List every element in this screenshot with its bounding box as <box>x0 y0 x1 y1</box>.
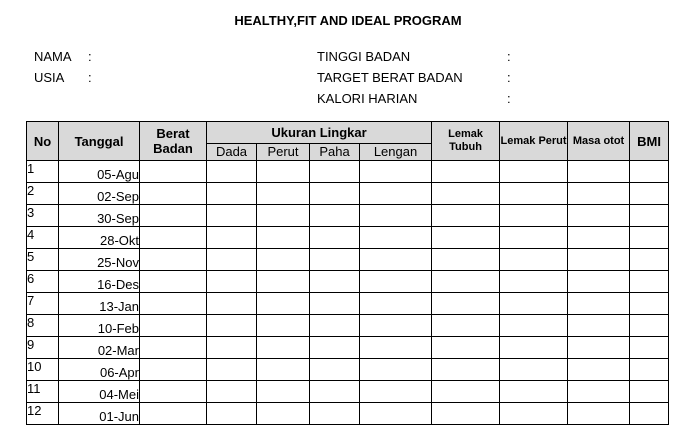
cell-paha <box>310 403 360 425</box>
cell-tanggal: 04-Mei <box>59 381 140 403</box>
cell-masa-otot <box>568 381 630 403</box>
cell-masa-otot <box>568 337 630 359</box>
cell-perut <box>257 381 310 403</box>
cell-lemak-tubuh <box>432 271 500 293</box>
label-nama: NAMA <box>34 49 72 64</box>
cell-tanggal: 01-Jun <box>59 403 140 425</box>
cell-masa-otot <box>568 293 630 315</box>
cell-masa-otot <box>568 403 630 425</box>
cell-lemak-tubuh <box>432 337 500 359</box>
cell-lemak-perut <box>500 403 568 425</box>
cell-no: 9 <box>27 337 59 359</box>
cell-lemak-tubuh <box>432 315 500 337</box>
header-perut: Perut <box>257 144 310 161</box>
table-row <box>27 249 669 271</box>
cell-tanggal: 10-Feb <box>59 315 140 337</box>
cell-perut <box>257 227 310 249</box>
header-tanggal: Tanggal <box>59 122 140 161</box>
colon-tinggi-badan: : <box>507 49 511 64</box>
cell-paha <box>310 249 360 271</box>
cell-dada <box>207 183 257 205</box>
cell-lemak-perut <box>500 381 568 403</box>
cell-tanggal: 05-Agu <box>59 161 140 183</box>
cell-lengan <box>360 315 432 337</box>
cell-dada <box>207 315 257 337</box>
header-dada: Dada <box>207 144 257 161</box>
header-lengan: Lengan <box>360 144 432 161</box>
cell-lemak-perut <box>500 249 568 271</box>
cell-lemak-tubuh <box>432 359 500 381</box>
cell-lemak-tubuh <box>432 381 500 403</box>
cell-no: 3 <box>27 205 59 227</box>
header-no: No <box>27 122 59 161</box>
cell-berat-badan <box>140 183 207 205</box>
cell-no: 2 <box>27 183 59 205</box>
cell-lemak-perut <box>500 205 568 227</box>
header-masa-otot: Masa otot <box>568 122 630 161</box>
cell-masa-otot <box>568 271 630 293</box>
cell-lengan <box>360 271 432 293</box>
cell-perut <box>257 315 310 337</box>
cell-lemak-perut <box>500 271 568 293</box>
cell-berat-badan <box>140 315 207 337</box>
cell-berat-badan <box>140 161 207 183</box>
cell-dada <box>207 271 257 293</box>
cell-dada <box>207 337 257 359</box>
cell-tanggal: 02-Sep <box>59 183 140 205</box>
cell-bmi <box>630 183 669 205</box>
cell-paha <box>310 271 360 293</box>
colon-kalori-harian: : <box>507 91 511 106</box>
table-row <box>27 227 669 249</box>
cell-lengan <box>360 293 432 315</box>
cell-no: 4 <box>27 227 59 249</box>
cell-no: 10 <box>27 359 59 381</box>
cell-lengan <box>360 161 432 183</box>
cell-lemak-perut <box>500 315 568 337</box>
cell-lengan <box>360 205 432 227</box>
table-row <box>27 183 669 205</box>
cell-bmi <box>630 271 669 293</box>
cell-lemak-tubuh <box>432 293 500 315</box>
progress-table <box>26 121 669 425</box>
header-lemak-tubuh: Lemak Tubuh <box>432 122 500 161</box>
cell-no: 12 <box>27 403 59 425</box>
cell-bmi <box>630 403 669 425</box>
cell-lemak-perut <box>500 227 568 249</box>
colon-usia: : <box>88 70 92 85</box>
cell-lemak-perut <box>500 183 568 205</box>
cell-berat-badan <box>140 403 207 425</box>
cell-masa-otot <box>568 315 630 337</box>
page-title: HEALTHY,FIT AND IDEAL PROGRAM <box>234 13 462 28</box>
cell-lemak-perut <box>500 161 568 183</box>
cell-paha <box>310 161 360 183</box>
cell-no: 5 <box>27 249 59 271</box>
cell-tanggal: 30-Sep <box>59 205 140 227</box>
cell-lemak-tubuh <box>432 249 500 271</box>
cell-lengan <box>360 227 432 249</box>
cell-perut <box>257 403 310 425</box>
table-row <box>27 315 669 337</box>
cell-no: 6 <box>27 271 59 293</box>
cell-masa-otot <box>568 183 630 205</box>
cell-berat-badan <box>140 271 207 293</box>
header-berat-badan: Berat Badan <box>140 122 207 161</box>
cell-dada <box>207 403 257 425</box>
cell-paha <box>310 315 360 337</box>
cell-masa-otot <box>568 249 630 271</box>
cell-no: 8 <box>27 315 59 337</box>
cell-berat-badan <box>140 381 207 403</box>
table-row <box>27 359 669 381</box>
table-row <box>27 271 669 293</box>
cell-dada <box>207 227 257 249</box>
cell-bmi <box>630 337 669 359</box>
table-row <box>27 293 669 315</box>
table-row <box>27 161 669 183</box>
header-ukuran-lingkar: Ukuran Lingkar <box>207 122 432 144</box>
cell-bmi <box>630 315 669 337</box>
cell-lengan <box>360 183 432 205</box>
label-kalori-harian: KALORI HARIAN <box>317 91 418 106</box>
cell-bmi <box>630 161 669 183</box>
cell-berat-badan <box>140 249 207 271</box>
header-paha: Paha <box>310 144 360 161</box>
cell-no: 7 <box>27 293 59 315</box>
cell-perut <box>257 161 310 183</box>
cell-perut <box>257 271 310 293</box>
cell-perut <box>257 249 310 271</box>
header-lemak-perut: Lemak Perut <box>500 122 568 161</box>
cell-lengan <box>360 381 432 403</box>
header-bmi: BMI <box>630 122 669 161</box>
cell-lemak-tubuh <box>432 403 500 425</box>
cell-tanggal: 28-Okt <box>59 227 140 249</box>
cell-paha <box>310 381 360 403</box>
cell-masa-otot <box>568 205 630 227</box>
cell-lemak-tubuh <box>432 205 500 227</box>
cell-dada <box>207 359 257 381</box>
cell-masa-otot <box>568 227 630 249</box>
table-row <box>27 381 669 403</box>
cell-paha <box>310 183 360 205</box>
cell-bmi <box>630 249 669 271</box>
cell-bmi <box>630 359 669 381</box>
cell-bmi <box>630 227 669 249</box>
cell-lemak-tubuh <box>432 227 500 249</box>
cell-lemak-perut <box>500 337 568 359</box>
cell-tanggal: 25-Nov <box>59 249 140 271</box>
table-row <box>27 205 669 227</box>
cell-tanggal: 06-Apr <box>59 359 140 381</box>
cell-berat-badan <box>140 337 207 359</box>
cell-tanggal: 13-Jan <box>59 293 140 315</box>
cell-lengan <box>360 249 432 271</box>
cell-lemak-perut <box>500 359 568 381</box>
cell-berat-badan <box>140 227 207 249</box>
cell-paha <box>310 227 360 249</box>
colon-nama: : <box>88 49 92 64</box>
cell-bmi <box>630 205 669 227</box>
cell-dada <box>207 381 257 403</box>
cell-berat-badan <box>140 359 207 381</box>
cell-dada <box>207 205 257 227</box>
cell-bmi <box>630 293 669 315</box>
cell-lengan <box>360 359 432 381</box>
label-usia: USIA <box>34 70 65 85</box>
cell-perut <box>257 205 310 227</box>
cell-perut <box>257 359 310 381</box>
cell-lengan <box>360 337 432 359</box>
cell-perut <box>257 183 310 205</box>
cell-bmi <box>630 381 669 403</box>
cell-dada <box>207 293 257 315</box>
cell-lemak-perut <box>500 293 568 315</box>
cell-lemak-tubuh <box>432 161 500 183</box>
cell-tanggal: 02-Mar <box>59 337 140 359</box>
label-target-berat-badan: TARGET BERAT BADAN <box>317 70 463 85</box>
colon-target-berat-badan: : <box>507 70 511 85</box>
cell-perut <box>257 293 310 315</box>
cell-berat-badan <box>140 293 207 315</box>
cell-paha <box>310 337 360 359</box>
cell-berat-badan <box>140 205 207 227</box>
cell-lengan <box>360 403 432 425</box>
cell-tanggal: 16-Des <box>59 271 140 293</box>
cell-paha <box>310 293 360 315</box>
cell-masa-otot <box>568 359 630 381</box>
table-row <box>27 337 669 359</box>
cell-perut <box>257 337 310 359</box>
table-row <box>27 403 669 425</box>
cell-lemak-tubuh <box>432 183 500 205</box>
cell-paha <box>310 205 360 227</box>
cell-no: 11 <box>27 381 59 403</box>
cell-dada <box>207 161 257 183</box>
cell-paha <box>310 359 360 381</box>
cell-masa-otot <box>568 161 630 183</box>
cell-no: 1 <box>27 161 59 183</box>
label-tinggi-badan: TINGGI BADAN <box>317 49 411 64</box>
cell-dada <box>207 249 257 271</box>
